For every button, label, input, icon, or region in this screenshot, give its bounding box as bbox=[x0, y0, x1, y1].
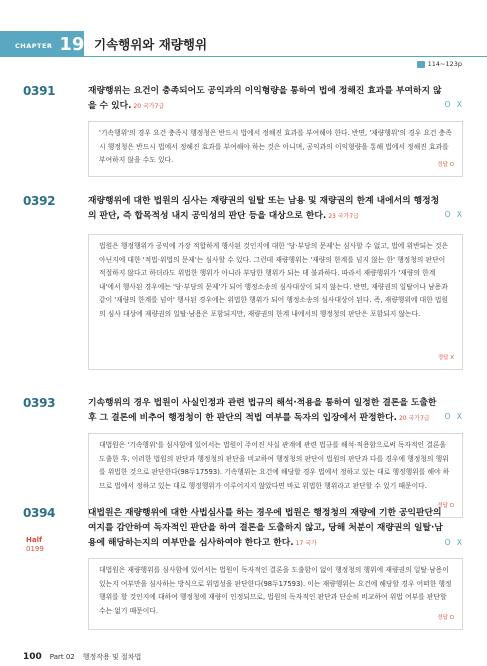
page-reference-text: 114~123p bbox=[427, 60, 462, 68]
answer-box bbox=[88, 558, 463, 630]
chapter-label: CHAPTER bbox=[15, 42, 53, 50]
page-reference bbox=[417, 60, 462, 68]
answer-mark: 정답 O bbox=[437, 161, 454, 168]
page-footer bbox=[23, 652, 141, 662]
ox-check[interactable]: O X bbox=[444, 210, 464, 219]
half-label: Half bbox=[26, 536, 43, 544]
ox-check[interactable]: O X bbox=[444, 412, 464, 421]
question-body: 재량행위에 대한 법원의 심사는 재량권의 일탈 또는 남용 및 재량권의 한계 내에서의 행정청의 판단, 즉 합목적성 내지 공익성의 판단 등을 대상으로 한다. bbox=[88, 196, 440, 221]
answer-text: 대법원은 재량행위를 심사함에 있어서는 법원이 독자적인 결론을 도출함이 없이 행정청의 행위에 재량권의 일탈·남용이 있는지 여부만을 심사하는 방식으로 위법성을 판단한다(98두17593). 이는 재량행위는 요건에 해당할 경우 어떠한 행정행위를 할 것인지에 대하여 행정청에 재량이 인정되므로, 법원의 독자적인 판단과 단순히 비교하여 위법 여부를 판단할 수는 없기 때문이다. bbox=[99, 566, 452, 615]
question-text bbox=[88, 506, 443, 551]
answer-text: '기속행위'의 경우 요건 충족시 행정청은 반드시 법에서 정해진 효과를 부여해야 한다. 반면, '재량행위'의 경우 요건 충족시 행정청은 반드시 법에서 정해진 효과를 부여해야 하는 것은 아니며, 공익과의 이익형량을 통해 법에서 정해진 효과를 부여하지 않을 수도 있다. bbox=[99, 129, 452, 164]
question-number: 0391 bbox=[23, 84, 56, 98]
chapter-divider bbox=[84, 56, 487, 57]
ox-check[interactable]: O X bbox=[444, 100, 464, 109]
chapter-title: 기속행위와 재량행위 bbox=[94, 37, 208, 52]
answer-mark: 정답 X bbox=[437, 354, 454, 361]
question-text bbox=[88, 194, 443, 224]
answer-mark: 정답 O bbox=[437, 614, 454, 621]
half-tag bbox=[26, 536, 44, 554]
half-ref: 0199 bbox=[26, 545, 44, 553]
question-source: 17 국가 bbox=[295, 540, 317, 547]
answer-mark: 정답 O bbox=[437, 502, 454, 509]
answer-text: 법원은 행정행위가 공익에 가장 적합하게 행사된 것인지에 대한 '당·부당의 문제'는 심사할 수 없고, 법에 위반되는 것은 아닌지에 대한 '적법·위법의 문제'는 심사할 수 있다. 그런데 재량행위는 '재량의 한계를 넘지 않는 한' 행정청의 판단이 적절하지 않다고 하더라도 위법한 행위가 아니라 부당한 행위가 되는 데 불과하다. 따라서 재량행위가 '재량의 한계 내'에서 행사된 경우에는 '당·부당의 문제'가 되어 행정소송의 심사대상이 되지 않는다. 반면, 재량권의 일탈이나 남용과 같이 '재량의 한계를 넘어' 행사된 경우에는 위법한 행위가 되어 행정소송의 심사대상이 된다. 즉, 재량행위에 대한 법원의 심사 대상에 재량권의 일탈·남용은 포함되지만, 재량권의 한계 내에서의 행정청의 판단은 포함되지 않는다. bbox=[99, 242, 449, 318]
chapter-number: 19 bbox=[59, 33, 85, 55]
ox-check[interactable]: O X bbox=[444, 538, 464, 547]
footer-part: Part 02 bbox=[49, 653, 75, 661]
question-source: 20 국가7급 bbox=[133, 103, 165, 110]
question-number: 0393 bbox=[23, 396, 56, 410]
answer-text: 대법원은 '기속행위'를 심사함에 있어서는 법원이 주어진 사실 관계에 관련 법규를 해석·적용함으로써 독자적인 결론을 도출한 후, 이러한 법원의 판단과 행정청의 판단을 비교하여 행정청의 판단이 법원의 판단과 다를 경우에 행정청의 행위를 위법한 것으로 판단한다(98두17593). 기속행위는 요건에 해당할 경우 법에서 정하고 있는 대로 행정행위를 해야 하므로 법에서 정하고 있는 대로 행정행위가 이루어지지 않았다면 바로 위법한 행위라고 판단할 수 있기 때문이다. bbox=[99, 441, 450, 490]
question-source: 20 국가7급 bbox=[398, 415, 430, 422]
answer-box bbox=[88, 121, 463, 177]
chapter-badge bbox=[0, 31, 84, 57]
question-text bbox=[88, 84, 443, 114]
book-icon bbox=[417, 61, 425, 68]
question-body: 기속행위의 경우 법원이 사실인정과 관련 법규의 해석·적용을 통하여 일정한 결론을 도출한 후 그 결론에 비추어 행정청이 한 판단의 적법 여부를 독자의 입장에서 판정한다. bbox=[88, 398, 437, 423]
question-body: 대법원은 재량행위에 대한 사법심사를 하는 경우에 법원은 행정청의 재량에 기한 공익판단의 여지를 감안하여 독자적인 판단을 하여 결론을 도출하지 않고, 당해 처분이 재량권의 일탈·남용에 해당하는지의 여부만을 심사하여야 한다고 한다. bbox=[88, 508, 443, 548]
question-source: 23 국가7급 bbox=[328, 213, 359, 220]
question-number: 0392 bbox=[23, 194, 56, 208]
question-text bbox=[88, 396, 443, 426]
chapter-header bbox=[0, 31, 487, 57]
page-number: 100 bbox=[23, 652, 42, 662]
question-number: 0394 bbox=[23, 506, 56, 520]
question-body: 재량행위는 요건이 충족되어도 공익과의 이익형량을 통하여 법에 정해진 효과를 부여하지 않을 수 있다. bbox=[88, 86, 442, 111]
answer-box bbox=[88, 234, 463, 370]
footer-title: 행정작용 및 절차법 bbox=[82, 653, 142, 661]
